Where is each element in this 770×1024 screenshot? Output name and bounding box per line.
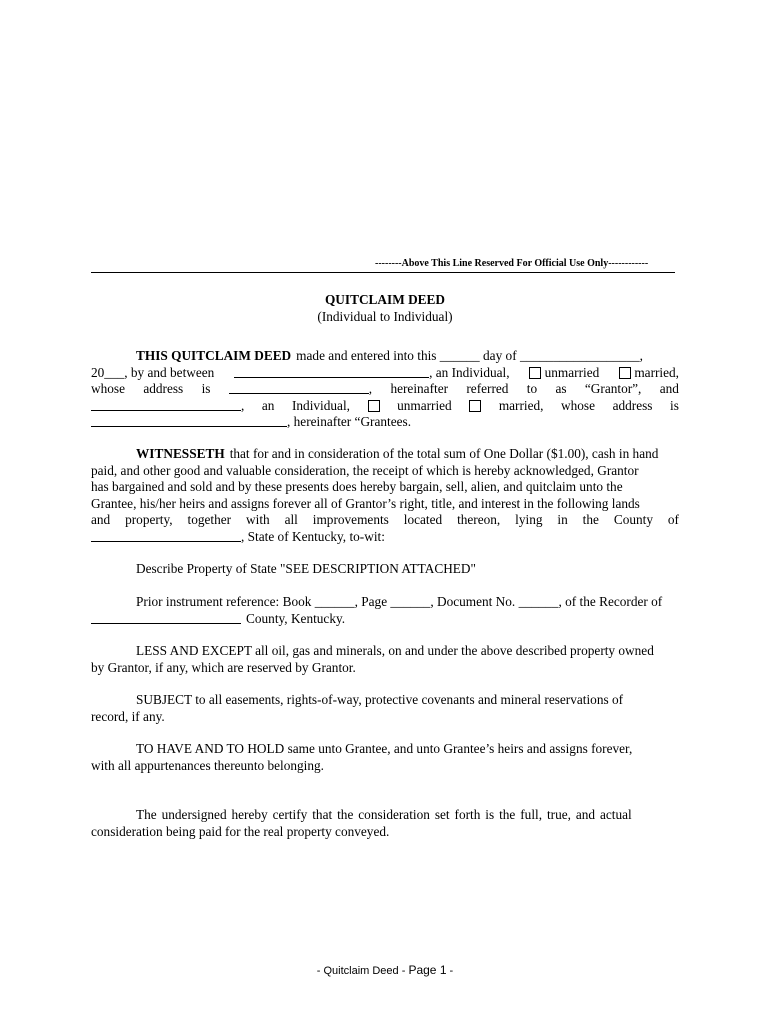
describe-line: Describe Property of State "SEE DESCRIPTION ATTACHED": [136, 561, 476, 576]
intro-year-text: 20___, by and between: [91, 364, 215, 380]
grantor-married-label: married,: [634, 364, 679, 380]
less-except-line-1: LESS AND EXCEPT all oil, gas and minerals, on and under the above described property owned: [136, 643, 654, 658]
certify-line-2: consideration being paid for the real property conveyed.: [91, 823, 390, 839]
witnesseth-word: thereon,: [457, 512, 501, 527]
footer-doc-name: - Quitclaim Deed -: [316, 965, 409, 977]
prior-line-2: [91, 611, 679, 628]
intro-line-2: [91, 365, 679, 382]
witnesseth-line-5: [91, 512, 679, 529]
word: hereinafter: [390, 381, 449, 396]
subject-line-1: SUBJECT to all easements, rights-of-way, protective covenants and mineral reservations of: [136, 692, 624, 707]
word: ,: [241, 397, 245, 413]
witnesseth-word: in: [557, 512, 568, 527]
word: an: [261, 397, 275, 413]
word: whose: [561, 397, 596, 413]
word: address: [612, 397, 653, 413]
witnesseth-lead: WITNESSETH: [136, 446, 225, 461]
witnesseth-line-2: paid, and other good and valuable consideration, the receipt of which is hereby acknowledged, Grantor: [91, 462, 639, 478]
witnesseth-line-4: Grantee, his/her heirs and assigns forever all of Grantor’s right, title, and interest in the following lands: [91, 495, 640, 511]
witnesseth-word: County: [613, 512, 653, 527]
grantor-address-blank[interactable]: [229, 381, 369, 394]
intro-lead: THIS QUITCLAIM DEED: [136, 348, 292, 363]
deed-title: QUITCLAIM DEED: [324, 292, 446, 307]
footer-dash: -: [446, 965, 454, 977]
habendum-paragraph: [91, 741, 679, 774]
witnesseth-word: of: [667, 512, 679, 527]
grantee-name-blank[interactable]: [91, 398, 241, 411]
intro-line-5: [91, 414, 679, 431]
word: “Grantor”,: [584, 381, 642, 396]
witnesseth-line-1: [91, 446, 679, 463]
official-use-label: --------Above This Line Reserved For Official Use Only------------: [375, 258, 649, 269]
intro-date-text: made and entered into this ______ day of __________________,: [296, 348, 643, 363]
recorder-county-blank[interactable]: [91, 611, 241, 624]
grantee-address-blank[interactable]: [91, 414, 287, 427]
witnesseth-word: with: [246, 512, 270, 527]
witnesseth-word: all: [284, 512, 298, 527]
grantee-unmarried-label: unmarried: [397, 397, 452, 413]
less-except-paragraph: [91, 643, 679, 676]
witnesseth-word: together: [187, 512, 232, 527]
state-text: , State of Kentucky, to-wit:: [241, 528, 385, 544]
witnesseth-word: lying: [515, 512, 543, 527]
grantor-married-checkbox[interactable]: [619, 367, 631, 379]
certify-paragraph: [91, 807, 679, 840]
word: referred: [466, 381, 509, 396]
witnesseth-word: improvements: [312, 512, 389, 527]
prior-line-1: Prior instrument reference: Book ______, Page ______, Document No. ______, of the Recorder of: [136, 594, 663, 609]
subject-line-2: record, if any.: [91, 708, 165, 724]
grantor-individual-text: , an Individual,: [429, 364, 510, 380]
less-except-line-2: by Grantor, if any, which are reserved by Grantor.: [91, 659, 356, 675]
word: Individual,: [291, 397, 350, 413]
prior-reference-paragraph: [91, 594, 679, 627]
witnesseth-word: located: [403, 512, 443, 527]
witnesseth-word: the: [582, 512, 599, 527]
witnesseth-line-6: [91, 529, 679, 546]
describe-paragraph: [91, 561, 679, 578]
word: to: [526, 381, 538, 396]
word: ,: [368, 381, 373, 396]
intro-line-1: [91, 348, 679, 365]
grantee-married-checkbox[interactable]: [469, 400, 481, 412]
intro-line-3: [91, 381, 679, 398]
intro-line-4: [91, 398, 679, 415]
word: and: [659, 381, 679, 396]
witnesseth-word: and: [91, 512, 111, 527]
page-number: Page 1: [408, 963, 447, 977]
certify-line-1: The undersigned hereby certify that the consideration set forth is the full, true, and actual: [136, 807, 632, 822]
witnesseth-text-1: that for and in consideration of the total sum of One Dollar ($1.00), cash in hand: [229, 446, 659, 461]
official-use-line: [91, 257, 675, 273]
grantee-unmarried-checkbox[interactable]: [368, 400, 380, 412]
deed-subtitle: (Individual to Individual): [317, 309, 453, 324]
habendum-line-1: TO HAVE AND TO HOLD same unto Grantee, and unto Grantee’s heirs and assigns forever,: [136, 741, 633, 756]
grantor-unmarried-label: unmarried: [544, 364, 600, 380]
witnesseth-word: property,: [125, 512, 173, 527]
prior-county-text: County, Kentucky.: [246, 610, 346, 626]
word: is: [201, 381, 211, 396]
habendum-line-2: with all appurtenances thereunto belonging.: [91, 757, 324, 773]
subject-paragraph: [91, 692, 679, 725]
witnesseth-line-3: has bargained and sold and by these presents does hereby bargain, sell, alien, and quitclaim unto the: [91, 479, 623, 494]
word: is: [670, 397, 679, 413]
grantee-married-label: married,: [498, 397, 544, 413]
grantor-name-blank[interactable]: [234, 365, 429, 378]
grantor-unmarried-checkbox[interactable]: [529, 367, 541, 379]
word: as: [555, 381, 567, 396]
witnesseth-paragraph: [91, 446, 679, 545]
word: whose: [91, 381, 125, 396]
word: address: [143, 381, 184, 396]
page-footer: [0, 963, 770, 977]
county-blank[interactable]: [91, 529, 241, 542]
grantees-text: , hereinafter “Grantees.: [287, 414, 412, 429]
intro-paragraph: [91, 348, 679, 431]
